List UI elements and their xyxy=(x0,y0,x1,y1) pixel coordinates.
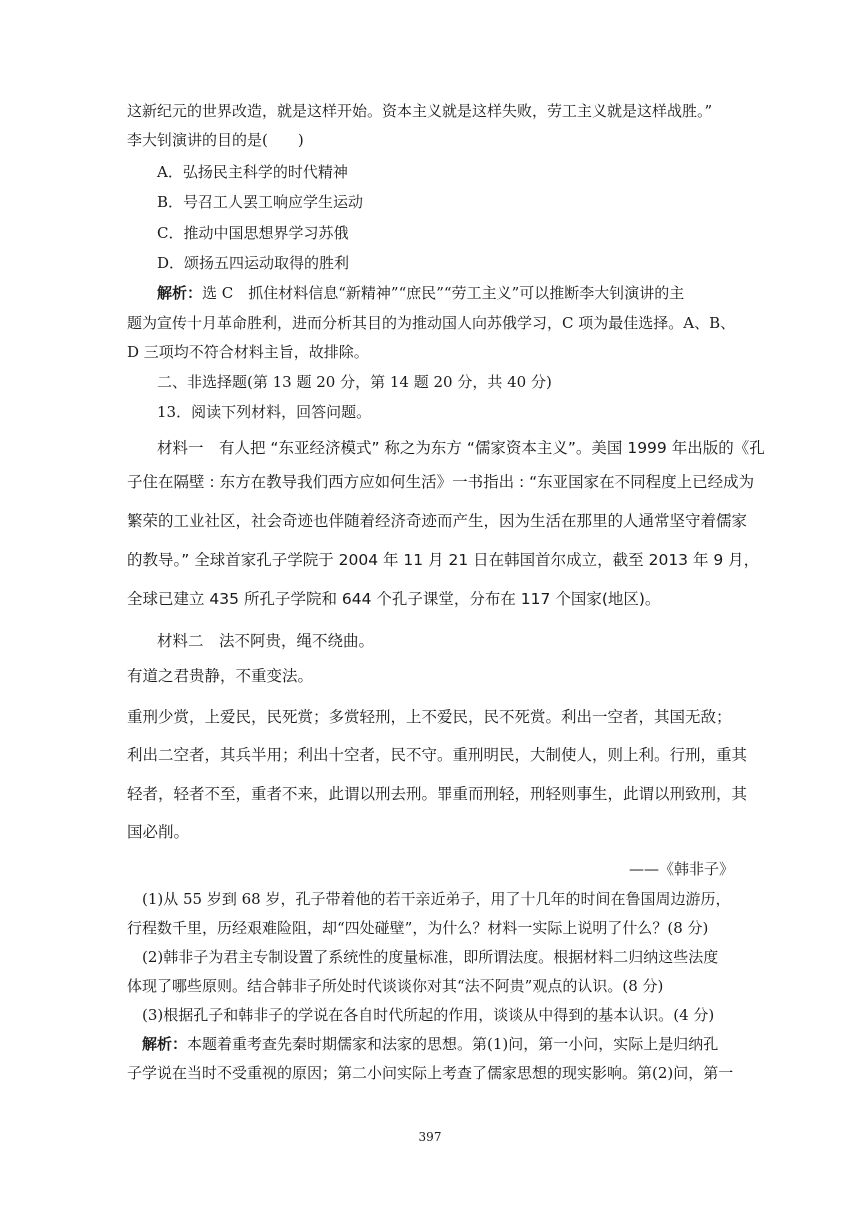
page-number: 397 xyxy=(418,1130,442,1144)
question-13-intro: 13．阅读下列材料，回答问题。 xyxy=(157,403,372,421)
analysis-13-line-1: 解析：本题着重考查先秦时期儒家和法家的思想。第(1)问，第一小问，实际上是归纳孔 xyxy=(142,1035,719,1053)
question-13-3-line-1: (3)根据孔子和韩非子的学说在各自时代所起的作用，谈谈从中得到的基本认识。(4 分) xyxy=(142,1006,715,1024)
source-citation: ——《韩非子》 xyxy=(628,860,734,878)
question-13-1-line-2: 行程数千里，历经艰难险阻，却“四处碰壁”，为什么？材料一实际上说明了什么？(8 分) xyxy=(127,919,709,937)
material2-line-2: 有道之君贵静，不重变法。 xyxy=(127,667,314,685)
analysis-12-line-1: 解析：选 C 抓住材料信息“新精神”“庶民”“劳工主义”可以推断李大钊演讲的主 xyxy=(157,284,685,302)
analysis-label: 解析： xyxy=(142,1035,188,1053)
quote-line: 这新纪元的世界改造，就是这样开始。资本主义就是这样失败，劳工主义就是这样战胜。” xyxy=(127,102,713,120)
material2-line-3: 重刑少赏，上爱民，民死赏；多赏轻刑，上不爱民，民不死赏。利出一空者，其国无敌； xyxy=(127,708,732,726)
option-d: D．颂扬五四运动取得的胜利 xyxy=(157,254,350,272)
question-12-stem: 李大钊演讲的目的是( ) xyxy=(127,131,304,149)
material2-line-1: 材料二 法不阿贵，绳不绕曲。 xyxy=(157,632,375,650)
question-13-2-line-1: (2)韩非子为君主专制设置了系统性的度量标准，即所谓法度。根据材料二归纳这些法度 xyxy=(142,948,719,966)
material2-line-4: 利出二空者，其兵半用；利出十空者，民不守。重刑明民，大制使人，则上利。行刑，重其 xyxy=(127,746,748,764)
material1-line-3: 繁荣的工业社区，社会奇迹也伴随着经济奇迹而产生，因为生活在那里的人通常坚守着儒家 xyxy=(127,512,748,530)
section-heading: 二、非选择题(第 13 题 20 分，第 14 题 20 分，共 40 分) xyxy=(157,373,552,391)
option-c: C．推动中国思想界学习苏俄 xyxy=(157,224,349,242)
option-a: A．弘扬民主科学的时代精神 xyxy=(157,163,348,181)
material1-line-2: 子住在隔壁 : 东方在教导我们西方应如何生活》一书指出 : “东亚国家在不同程度上已经成为 xyxy=(127,473,755,491)
material2-line-6: 国必削。 xyxy=(127,823,190,841)
option-b: B．号召工人罢工响应学生运动 xyxy=(157,193,364,211)
material1-line-1: 材料一 有人把 “东亚经济模式” 称之为东方 “儒家资本主义”。美国 1999 年出版的《孔 xyxy=(157,439,765,457)
analysis-label: 解析： xyxy=(157,284,203,302)
analysis-12-line-3: D 三项均不符合材料主旨，故排除。 xyxy=(127,343,369,361)
analysis-13-line-2: 子学说在当时不受重视的原因；第二小问实际上考查了儒家思想的现实影响。第(2)问，第一 xyxy=(127,1064,734,1082)
question-13-2-line-2: 体现了哪些原则。结合韩非子所处时代谈谈你对其“法不阿贵”观点的认识。(8 分) xyxy=(127,977,664,995)
analysis-12-line-2: 题为宣传十月革命胜利，进而分析其目的为推动国人向苏俄学习，C 项为最佳选择。A、B、 xyxy=(127,314,736,332)
material2-line-5: 轻者，轻者不至，重者不来，此谓以刑去刑。罪重而刑轻，刑轻则事生，此谓以刑致刑，其 xyxy=(127,785,748,803)
material1-line-5: 全球已建立 435 所孔子学院和 644 个孔子课堂，分布在 117 个国家(地区)。 xyxy=(127,590,661,608)
question-13-1-line-1: (1)从 55 岁到 68 岁，孔子带着他的若干亲近弟子，用了十几年的时间在鲁国周边游历， xyxy=(142,890,731,908)
material1-line-4: 的教导。” 全球首家孔子学院于 2004 年 11 月 21 日在韩国首尔成立，截至 2013 年 9 月， xyxy=(127,551,760,569)
